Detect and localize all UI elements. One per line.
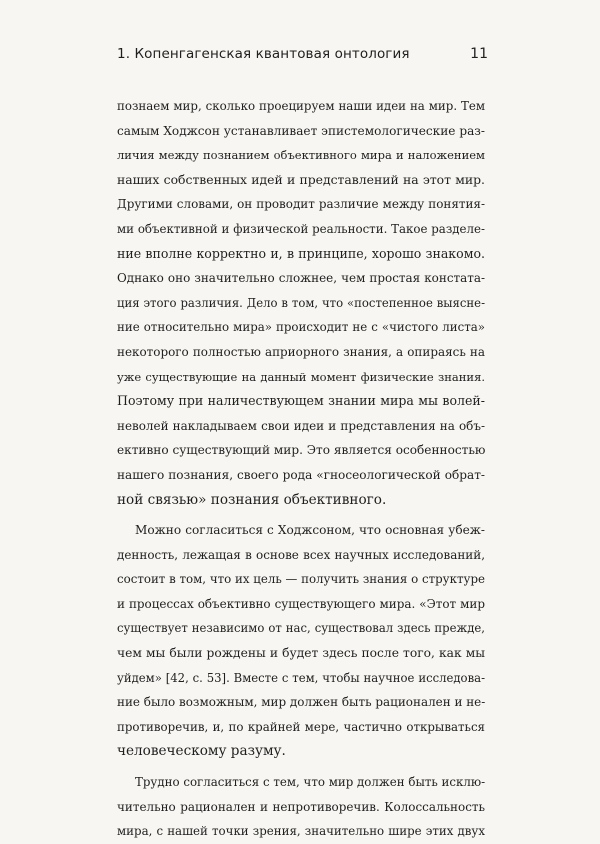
text-line: мира, с нашей точки зрения, значительно шире этих двух <box>117 824 485 839</box>
text-line: некоторого полностью априорного знания, а опираясь на <box>117 344 485 359</box>
text-line: денность, лежащая в основе всех научных исследований, <box>117 547 485 562</box>
text-line: Однако оно значительно сложнее, чем простая констата- <box>117 271 485 286</box>
text-line: Другими словами, он проводит различие между понятия- <box>117 197 485 212</box>
text-line: наших собственных идей и представлений на этот мир. <box>117 171 485 187</box>
text-line: Можно согласиться с Ходжсоном, что основная убеж- <box>135 523 485 538</box>
text-line: человеческому разуму. <box>117 743 286 760</box>
text-line: ной связью» познания объективного. <box>117 491 387 508</box>
paragraph-2 <box>117 518 485 764</box>
text-line: нашего познания, своего рода «гносеологической обрат- <box>117 467 485 482</box>
body-text <box>117 94 485 844</box>
text-line: ми объективной и физической реальности. Такое разделе- <box>117 221 485 236</box>
text-line: противоречив, и, по крайней мере, частично открываться <box>117 719 485 734</box>
running-head: 1. Копенгагенская квантовая онтология <box>117 46 410 62</box>
paragraph-1 <box>117 94 485 512</box>
text-line: самым Ходжсон устанавливает эпистемологические раз- <box>117 123 485 138</box>
text-line: Поэтому при наличествующем знании мира мы волей- <box>117 393 485 409</box>
text-line: существует независимо от нас, существовал здесь прежде, <box>117 621 485 636</box>
page-number: 11 <box>470 46 488 62</box>
text-line: уйдем» [42, с. 53]. Вместе с тем, чтобы научное исследова- <box>117 670 485 685</box>
text-line: состоит в том, что их цель — получить знания о структуре <box>117 572 485 587</box>
text-line: Трудно согласиться с тем, что мир должен быть исклю- <box>135 775 486 790</box>
text-line: чительно рационален и непротиворечив. Колоссальность <box>117 799 485 814</box>
text-line: и процессах объективно существующего мира. «Этот мир <box>117 596 485 611</box>
text-line: личия между познанием объективного мира и наложением <box>117 148 485 163</box>
text-line: ние было возможным, мир должен быть рационален и не- <box>117 695 486 710</box>
text-line: ективно существующий мир. Это является особенностью <box>117 443 486 458</box>
text-line: неволей накладываем свои идеи и представления на объ- <box>117 418 485 433</box>
text-line: познаем мир, сколько проецируем наши идеи на мир. Тем <box>117 99 485 113</box>
text-line: чем мы были рождены и будет здесь после того, как мы <box>117 646 485 661</box>
paragraph-3 <box>117 770 485 844</box>
text-line: ние относительно мира» происходит не с «чистого листа» <box>117 320 485 335</box>
text-line: уже существующие на данный момент физические знания. <box>117 369 485 384</box>
text-line: ние вполне корректно и, в принципе, хорошо знакомо. <box>117 245 485 261</box>
text-line: ция этого различия. Дело в том, что «постепенное выясне- <box>117 295 485 310</box>
